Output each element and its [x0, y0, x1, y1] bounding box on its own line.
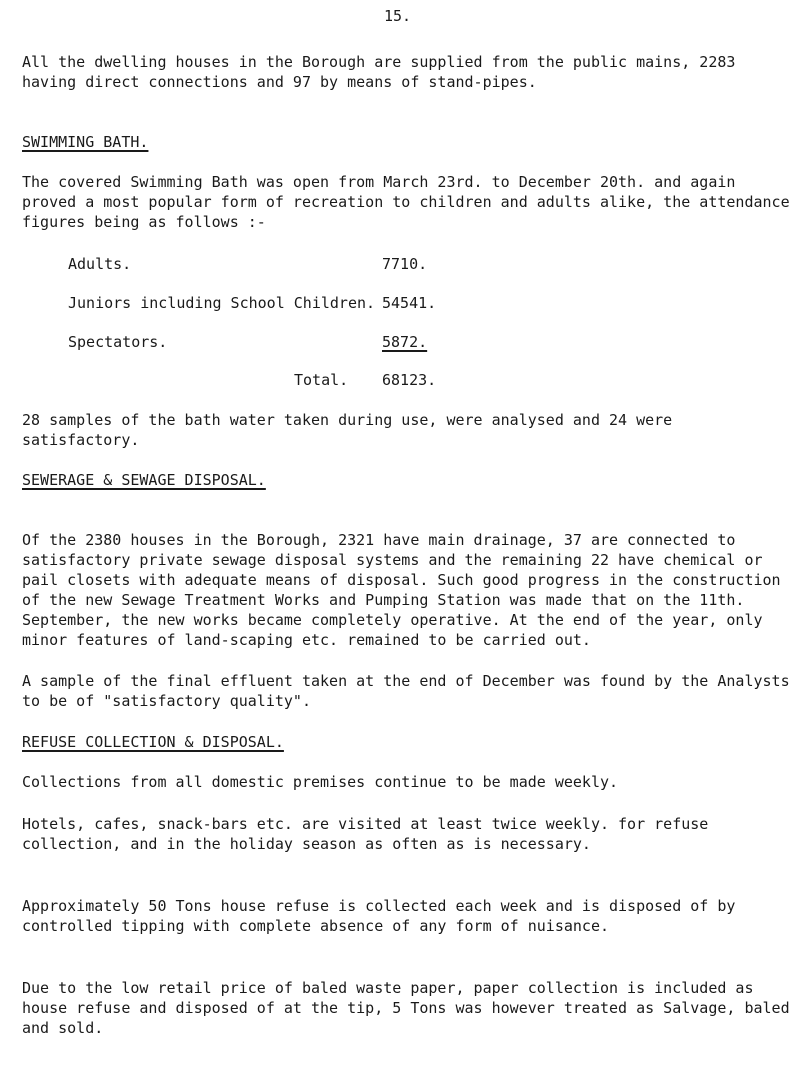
refuse-paragraph-2: Hotels, cafes, snack-bars etc. are visited at least twice weekly. for refuse collection, and in the holiday season as often as is necessary.: [22, 815, 718, 853]
attendance-value-adults: 7710.: [382, 255, 428, 273]
attendance-total-label: Total.: [294, 371, 349, 389]
attendance-value-juniors: 54541.: [382, 294, 437, 312]
refuse-paragraph-4: Due to the low retail price of baled waste paper, paper collection is included as house refuse and disposed of at the tip, 5 Tons was however treated as Salvage, baled and sold.: [22, 979, 799, 1037]
refuse-heading: REFUSE COLLECTION & DISPOSAL.: [22, 733, 284, 751]
attendance-value-spectators: 5872.: [382, 333, 428, 351]
intro-paragraph: All the dwelling houses in the Borough are supplied from the public mains, 2283 having direct connections and 97 by means of stand-pipes.: [22, 53, 745, 91]
attendance-total-value: 68123.: [382, 371, 437, 389]
sewerage-heading: SEWERAGE & SEWAGE DISPOSAL.: [22, 471, 266, 489]
swimming-heading: SWIMMING BATH.: [22, 133, 149, 151]
refuse-paragraph-1: Collections from all domestic premises continue to be made weekly.: [22, 773, 619, 791]
sewerage-paragraph-2: A sample of the final effluent taken at the end of December was found by the Analysts to be of "satisfactory quality".: [22, 672, 799, 710]
page-number: 15.: [384, 7, 412, 25]
sewerage-paragraph-1: Of the 2380 houses in the Borough, 2321 have main drainage, 37 are connected to satisfactory private sewage disposal systems and the remaining 22 have chemical or pail closets with adequate means of disposal. Such good progress in the construction of the new Sewage Treatment Works and Pumping Station was made that on the 11th. September, the new works became completely operative. At the end of the year, only minor features of land-scaping etc. remained to be carried out.: [22, 531, 790, 649]
attendance-label-spectators: Spectators.: [68, 333, 168, 351]
samples-paragraph: 28 samples of the bath water taken during use, were analysed and 24 were satisfactory.: [22, 411, 682, 449]
refuse-paragraph-3: Approximately 50 Tons house refuse is collected each week and is disposed of by controlled tipping with complete absence of any form of nuisance.: [22, 897, 745, 935]
attendance-label-juniors: Juniors including School Children.: [68, 294, 376, 312]
attendance-label-adults: Adults.: [68, 255, 132, 273]
swimming-paragraph: The covered Swimming Bath was open from March 23rd. to December 20th. and again proved a most popular form of recreation to children and adults alike, the attendance figures being as follows :-: [22, 173, 799, 231]
